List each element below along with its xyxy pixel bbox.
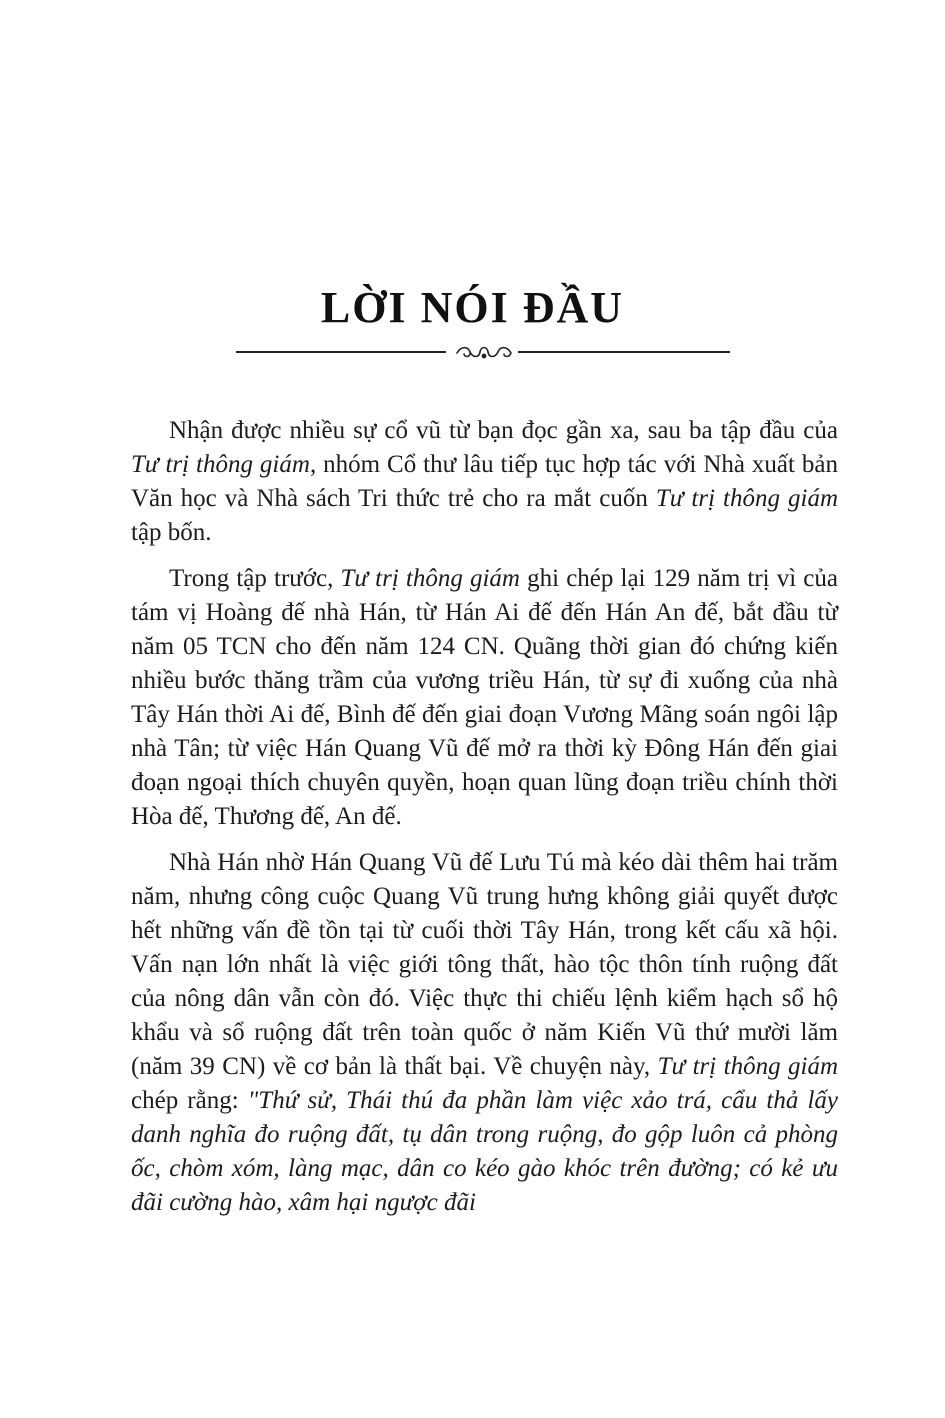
book-title-italic: Tư trị thông giám xyxy=(131,451,310,478)
text-run: Nhận được nhiều sự cổ vũ từ bạn đọc gần xa, sau ba tập đầu của xyxy=(169,417,838,444)
text-run: , nhóm Cổ thư lâu tiếp tục hợp tác với Nhà xuất bản Văn học và Nhà sách Tri thức trẻ cho ra mắt cuốn xyxy=(131,451,838,512)
book-title-italic: Tư trị thông giám xyxy=(657,1053,839,1080)
divider-line-right xyxy=(518,351,730,353)
text-run: chép rằng: xyxy=(131,1087,248,1114)
floral-ornament-icon xyxy=(453,340,515,364)
text-run: tập bốn. xyxy=(131,519,212,546)
title-divider xyxy=(236,340,730,364)
divider-line-left xyxy=(236,351,446,353)
book-title-italic: Tư trị thông giám xyxy=(655,485,839,512)
page-title: LỜI NÓI ĐẦU xyxy=(320,283,625,332)
quotation-italic: "Thứ sử, Thái thú đa phần làm việc xảo trá, cẩu thả lấy danh nghĩa đo ruộng đất, tụ dân trong ruộng, đo gộp luôn cả phòng ốc, chòm xóm, làng mạc, dân co kéo gào khóc trên đường; có kẻ ưu đãi cường hào, xâm hại ngược đãi xyxy=(131,1087,838,1216)
body-text xyxy=(131,414,838,1232)
paragraph-3 xyxy=(131,846,838,1220)
text-run: ghi chép lại 129 năm trị vì của tám vị Hoàng đế nhà Hán, từ Hán Ai đế đến Hán An đế, bắt đầu từ năm 05 TCN cho đến năm 124 CN. Quãng thời gian đó chứng kiến nhiều bước thăng trầm của vương triều Hán, từ sự đi xuống của nhà Tây Hán thời Ai đế, Bình đế đến giai đoạn Vương Mãng soán ngôi lập nhà Tân; từ việc Hán Quang Vũ đế mở ra thời kỳ Đông Hán đến giai đoạn ngoại thích chuyên quyền, hoạn quan lũng đoạn triều chính thời Hòa đế, Thương đế, An đế. xyxy=(131,565,838,830)
text-run: Trong tập trước, xyxy=(169,565,341,592)
paragraph-2 xyxy=(131,562,838,834)
paragraph-1 xyxy=(131,414,838,550)
book-title-italic: Tư trị thông giám xyxy=(340,565,520,592)
text-run: Nhà Hán nhờ Hán Quang Vũ đế Lưu Tú mà kéo dài thêm hai trăm năm, nhưng công cuộc Quang Vũ trung hưng không giải quyết được hết những vấn đề tồn tại từ cuối thời Tây Hán, trong kết cấu xã hội. Vấn nạn lớn nhất là việc giới tông thất, hào tộc thôn tính ruộng đất của nông dân vẫn còn đó. Việc thực thi chiếu lệnh kiểm hạch sổ hộ khẩu và sổ ruộng đất trên toàn quốc ở năm Kiến Vũ thứ mười lăm (năm 39 CN) về cơ bản là thất bại. Về chuyện này, xyxy=(131,849,838,1080)
